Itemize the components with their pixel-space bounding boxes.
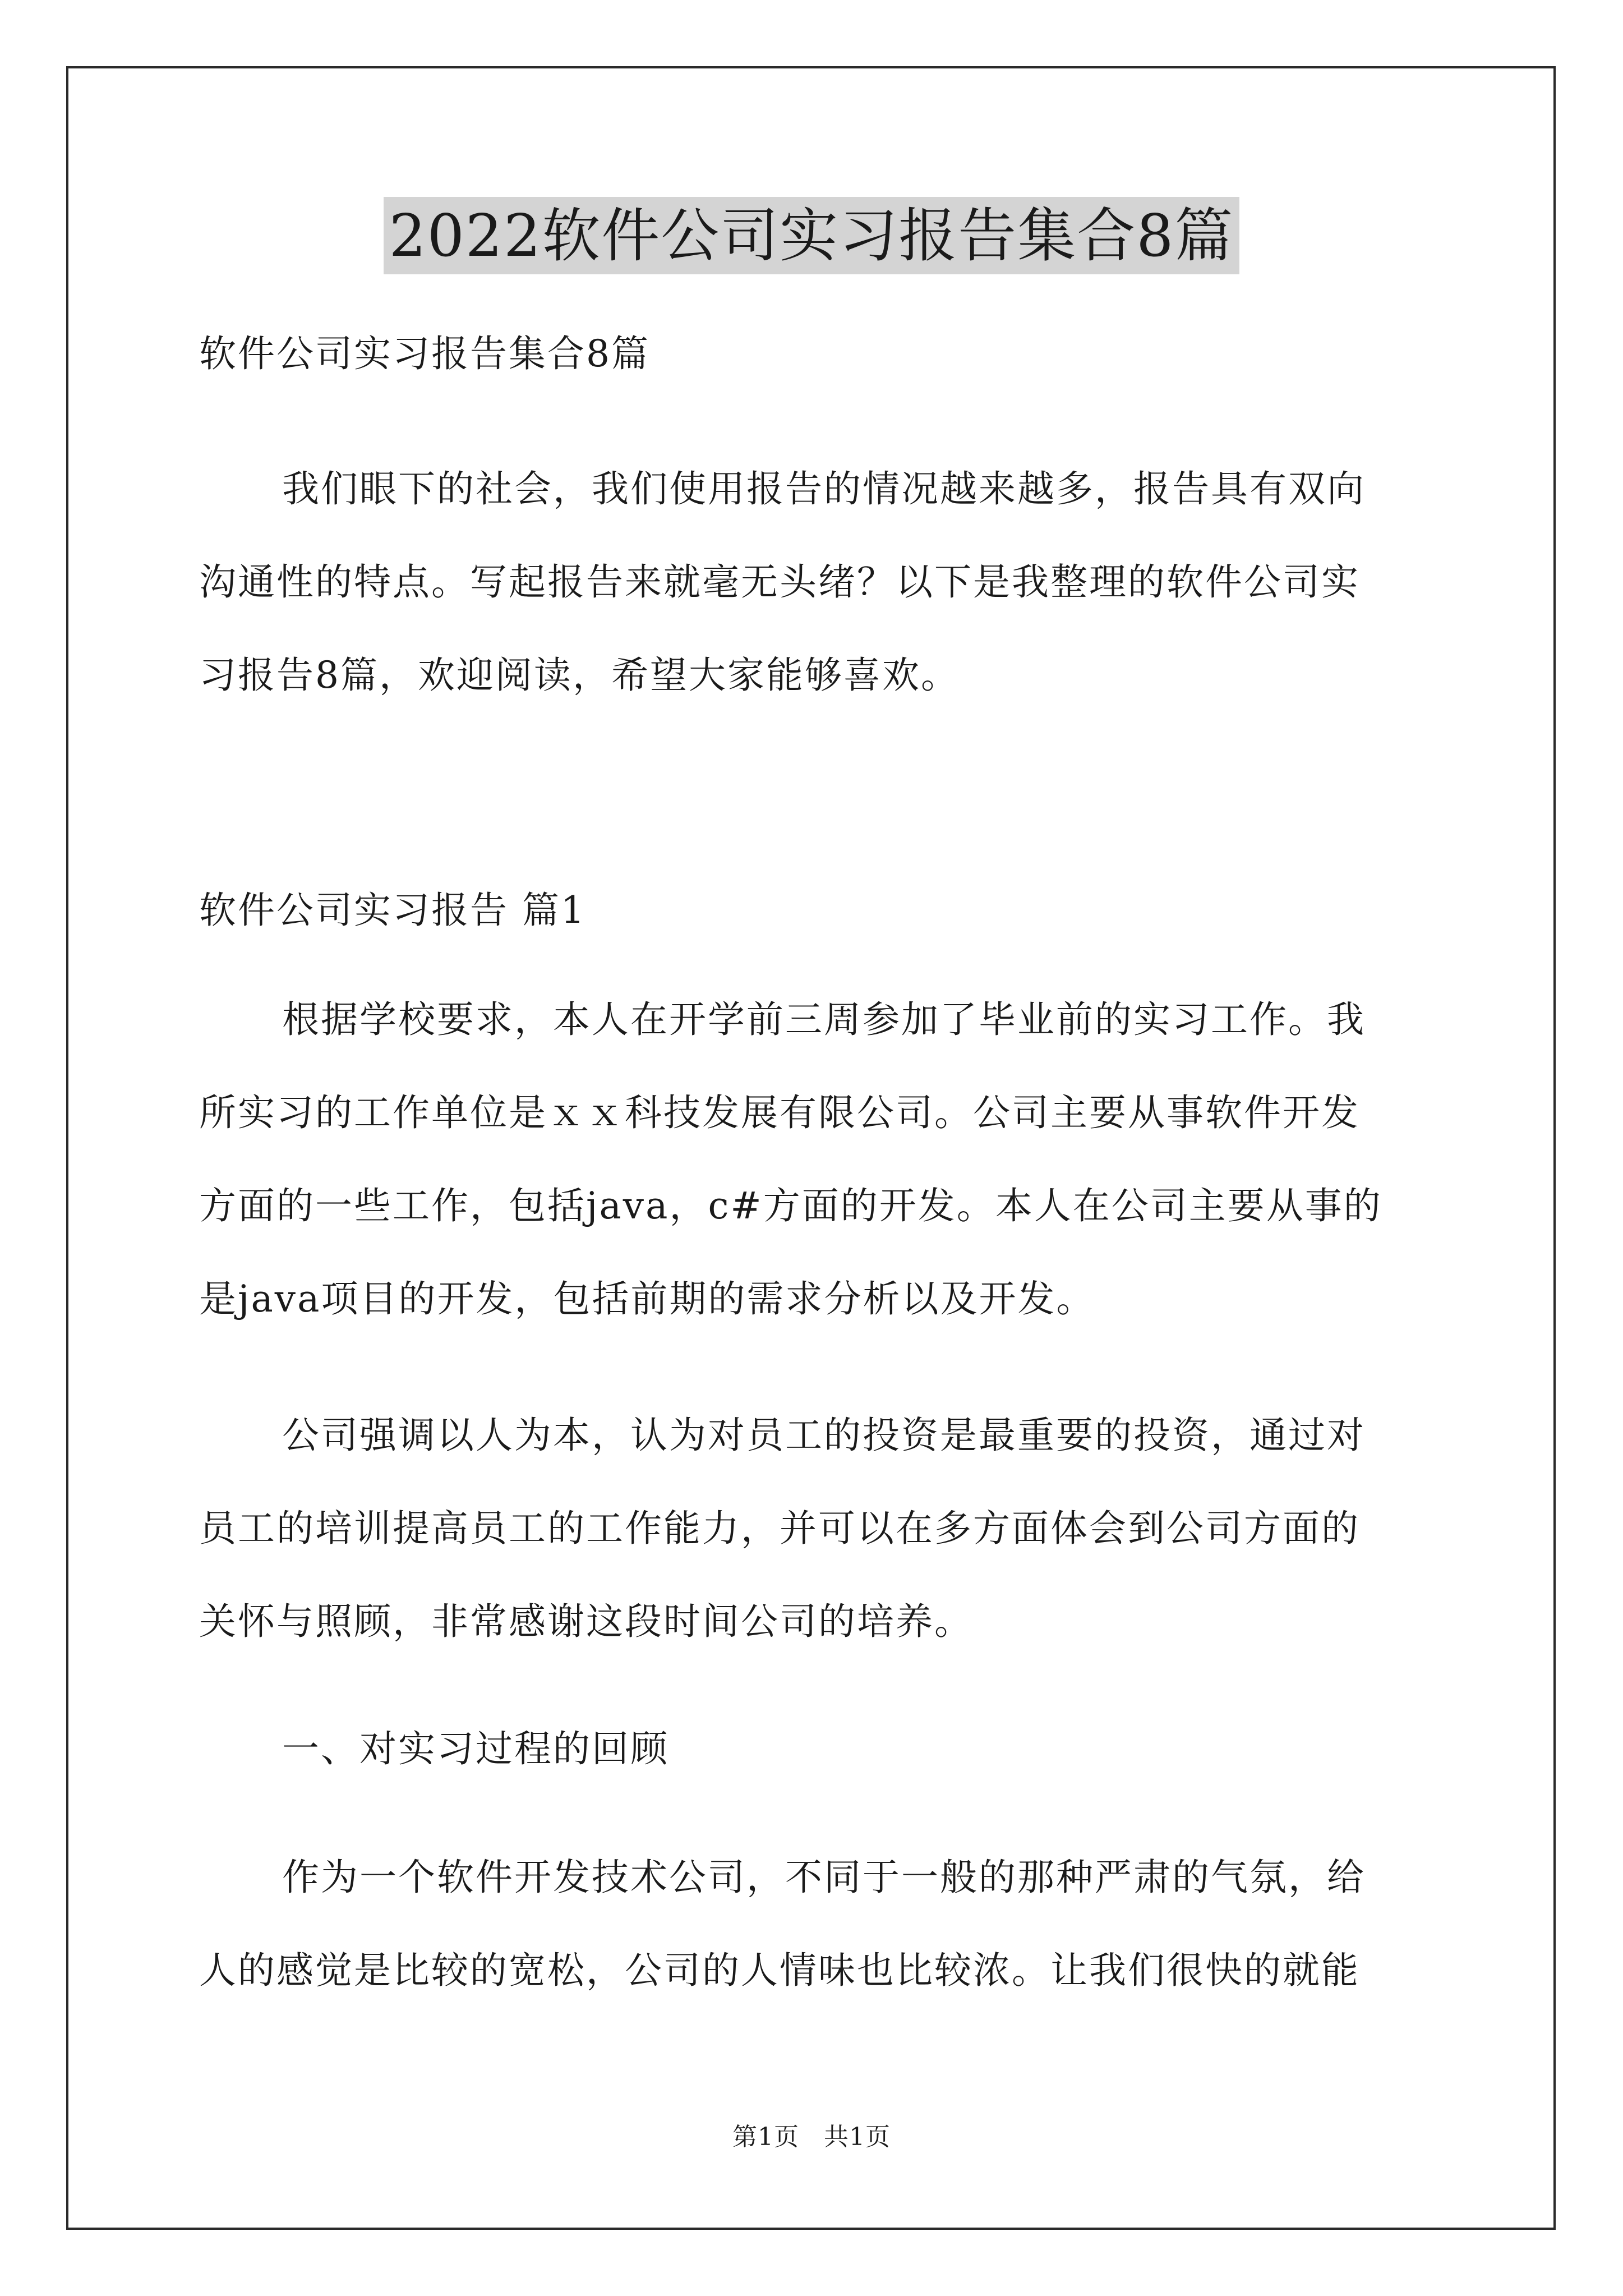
paragraph-line: 员工的培训提高员工的工作能力，并可以在多方面体会到公司方面的	[199, 1507, 1360, 1550]
paragraph-line: 根据学校要求，本人在开学前三周参加了毕业前的实习工作。我	[282, 998, 1366, 1041]
paragraph-line: 所实习的工作单位是ｘｘ科技发展有限公司。公司主要从事软件开发	[199, 1091, 1360, 1134]
intro-line: 习报告8篇，欢迎阅读，希望大家能够喜欢。	[199, 654, 960, 697]
paragraph-line: 作为一个软件开发技术公司，不同于一般的那种严肃的气氛，给	[282, 1856, 1366, 1899]
intro-line: 沟通性的特点。写起报告来就毫无头绪？以下是我整理的软件公司实	[199, 560, 1360, 604]
subheading: 一、对实习过程的回顾	[282, 1727, 669, 1770]
paragraph-line: 关怀与照顾，非常感谢这段时间公司的培养。	[199, 1600, 973, 1643]
paragraph-line: 公司强调以人为本，认为对员工的投资是最重要的投资，通过对	[282, 1414, 1366, 1457]
paragraph-line: 方面的一些工作，包括java，c#方面的开发。本人在公司主要从事的	[199, 1184, 1382, 1227]
page-footer	[0, 2120, 1623, 2154]
paragraph-line: 人的感觉是比较的宽松，公司的人情味也比较浓。让我们很快的就能	[199, 1949, 1360, 1992]
document-subtitle: 软件公司实习报告集合8篇	[199, 332, 650, 375]
section-heading: 软件公司实习报告 篇1	[199, 889, 586, 932]
page-number: 第1页	[732, 2123, 799, 2151]
document-title	[0, 194, 1623, 278]
page-total: 共1页	[824, 2123, 891, 2151]
document-title-text: 2022软件公司实习报告集合8篇	[384, 197, 1240, 274]
paragraph-line: 是java项目的开发，包括前期的需求分析以及开发。	[199, 1277, 1095, 1320]
intro-line: 我们眼下的社会，我们使用报告的情况越来越多，报告具有双向	[282, 467, 1366, 510]
